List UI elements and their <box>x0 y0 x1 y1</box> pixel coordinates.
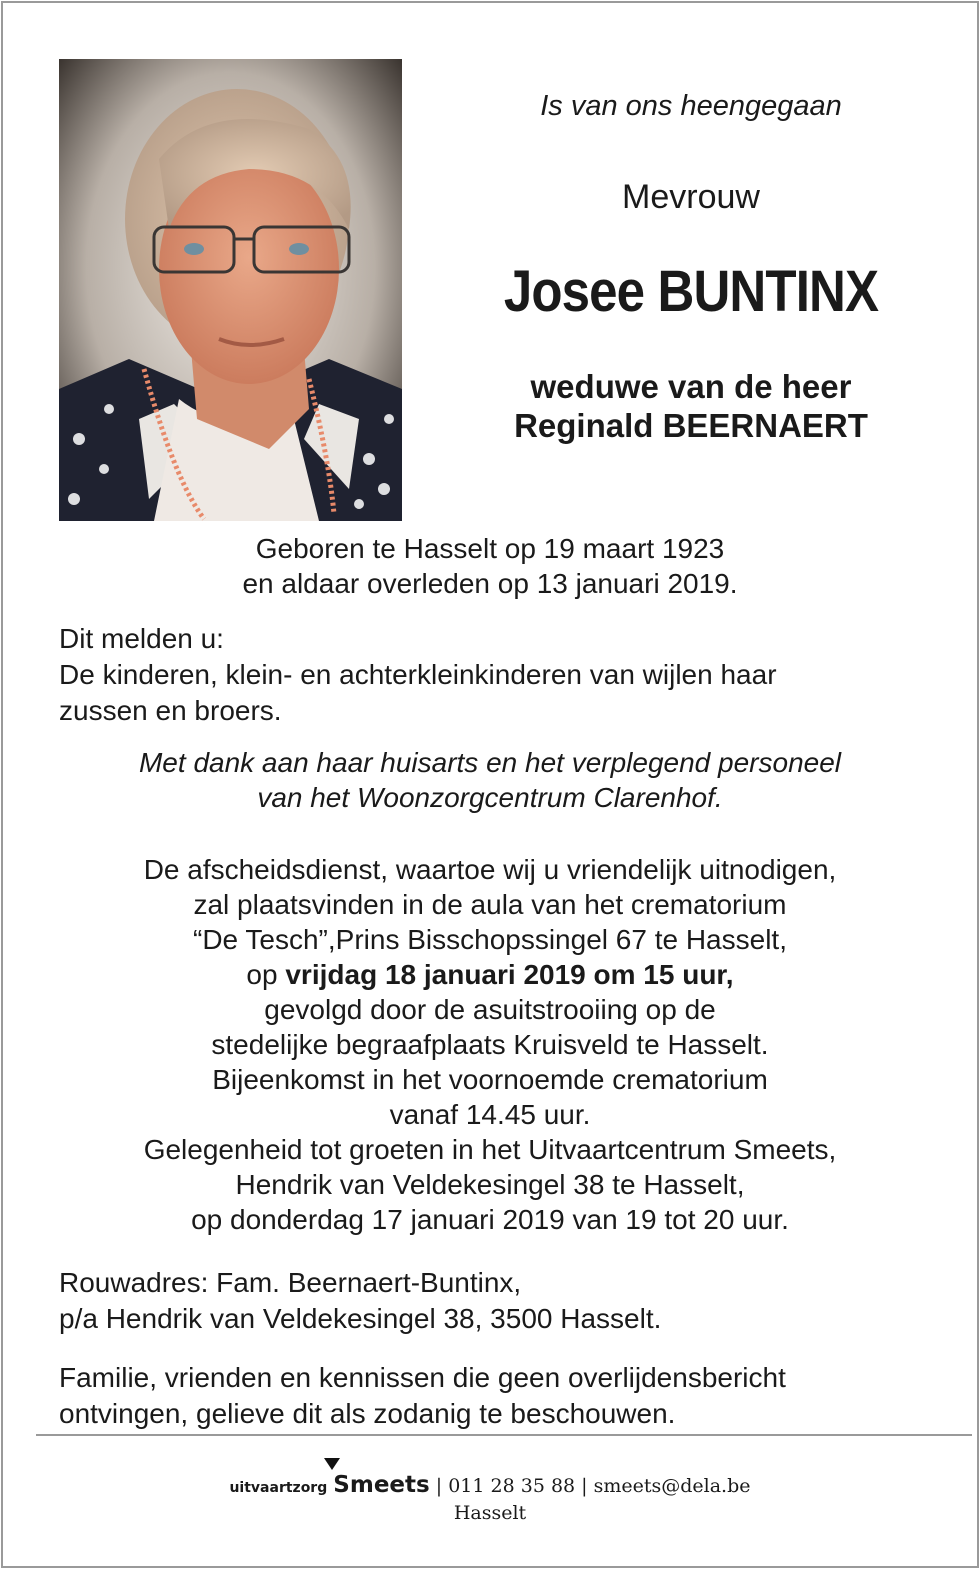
service-line: Hendrik van Veldekesingel 38 te Hasselt, <box>235 1169 745 1200</box>
thanks-line: Met dank aan haar huisarts en het verplegend personeel <box>138 747 842 778</box>
death-line: en aldaar overleden op 13 januari 2019. <box>242 568 738 599</box>
thanks-block <box>0 745 980 815</box>
portrait-photo <box>59 59 402 521</box>
notice-line: ontvingen, gelieve dit als zodanig te beschouwen. <box>59 1398 676 1429</box>
address-line: p/a Hendrik van Veldekesingel 38, 3500 Hasselt. <box>59 1303 662 1334</box>
service-line: zal plaatsvinden in de aula van het crematorium <box>193 889 787 920</box>
deceased-name: Josee BUNTINX <box>503 259 879 324</box>
service-line: stedelijke begraafplaats Kruisveld te Hasselt. <box>211 1029 769 1060</box>
service-line: vanaf 14.45 uur. <box>389 1099 591 1130</box>
address-line: Rouwadres: Fam. Beernaert-Buntinx, <box>59 1267 522 1298</box>
birth-death-block <box>0 531 980 601</box>
widow-line-2: Reginald BEERNAERT <box>514 407 868 444</box>
mourning-address <box>59 1265 939 1337</box>
widow-block <box>402 367 980 445</box>
service-line: gevolgd door de asuitstrooiing op de <box>264 994 716 1025</box>
service-line: “De Tesch”,Prins Bisschopssingel 67 te Hasselt, <box>193 924 787 955</box>
funeral-home-footer <box>0 1472 980 1498</box>
title-line: Mevrouw <box>622 178 760 216</box>
thanks-line: van het Woonzorgcentrum Clarenhof. <box>257 782 723 813</box>
service-date-line <box>0 957 980 992</box>
announce-line: De kinderen, klein- en achterkleinkinderen van wijlen haar <box>59 659 777 690</box>
announce-block <box>59 621 939 729</box>
intro-line: Is van ons heengegaan <box>540 90 842 122</box>
triangle-icon <box>324 1458 340 1470</box>
footer-city: Hasselt <box>453 1502 527 1524</box>
service-line: Gelegenheid tot groeten in het Uitvaartcentrum Smeets, <box>143 1134 837 1165</box>
birth-line: Geboren te Hasselt op 19 maart 1923 <box>255 533 725 564</box>
service-date: vrijdag 18 januari 2019 om 15 uur, <box>285 959 734 990</box>
footer-divider <box>36 1434 972 1436</box>
service-line: De afscheidsdienst, waartoe wij u vriendelijk uitnodigen, <box>143 854 837 885</box>
service-block <box>0 852 980 1237</box>
service-line: Bijeenkomst in het voornoemde crematorium <box>212 1064 768 1095</box>
widow-line-1: weduwe van de heer <box>530 368 852 405</box>
notice-line: Familie, vrienden en kennissen die geen overlijdensbericht <box>59 1362 786 1393</box>
notice-block <box>59 1360 939 1432</box>
service-date-prefix: op <box>246 959 286 990</box>
brand-logo <box>333 1472 429 1498</box>
phone-number: | 011 28 35 88 | <box>435 1475 588 1497</box>
brand-small-label: uitvaartzorg <box>229 1480 328 1496</box>
announce-line: Dit melden u: <box>59 623 224 654</box>
announce-line: zussen en broers. <box>59 695 282 726</box>
email-link[interactable]: smeets@dela.be <box>593 1475 751 1497</box>
service-line: op donderdag 17 januari 2019 van 19 tot 20 uur. <box>191 1204 789 1235</box>
brand-name: Smeets <box>333 1472 430 1498</box>
